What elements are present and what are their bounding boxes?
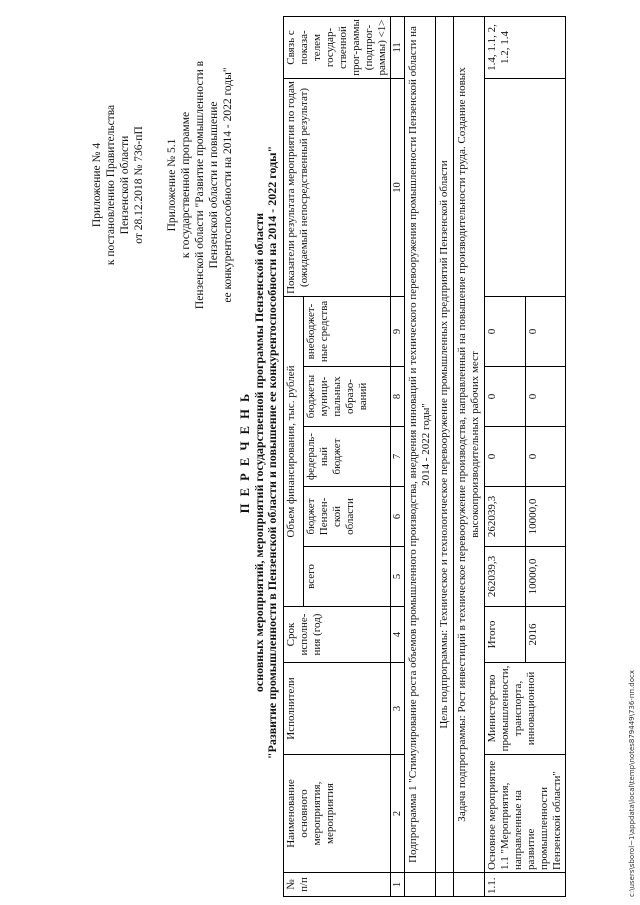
header-total: всего bbox=[304, 547, 391, 607]
approval-line: Пензенской области и повышение bbox=[208, 101, 220, 269]
column-number: 1 bbox=[391, 873, 405, 897]
row-offbudget: 0 bbox=[485, 296, 526, 366]
column-number: 7 bbox=[391, 427, 405, 487]
row-links: 1.4, 1.1, 2, 1.2, 1.4 bbox=[485, 16, 566, 78]
column-number: 6 bbox=[391, 487, 405, 547]
row-municipal: 0 bbox=[525, 367, 566, 427]
document-title: П Е Р Е Ч Е Н Ь bbox=[238, 391, 252, 514]
column-number: 9 bbox=[391, 296, 405, 366]
header-federal-budget: федераль-ный бюджет bbox=[304, 427, 391, 487]
row-federal: 0 bbox=[525, 427, 566, 487]
subprogram-row bbox=[405, 16, 436, 896]
row-federal: 0 bbox=[485, 427, 526, 487]
task-row bbox=[454, 16, 485, 896]
subprogram-task: Задача подпрограммы: Рост инвестиций в техническое перевооружение производства, направленный на повышение производительности труда. Создание новых высокопроизводительных рабочих мест bbox=[454, 16, 485, 872]
approval-line: к постановлению Правительства bbox=[105, 104, 117, 266]
row-executor: Министерство промышленности, транспорта, инновационной bbox=[485, 663, 566, 755]
column-number: 10 bbox=[391, 78, 405, 296]
row-regional: 10000,0 bbox=[525, 487, 566, 547]
column-number: 4 bbox=[391, 607, 405, 663]
approval-line: от 28.12.2018 № 736-пП bbox=[133, 126, 145, 244]
column-number: 8 bbox=[391, 367, 405, 427]
document-subtitle: основных мероприятий, мероприятий государственной программы Пензенской области bbox=[252, 212, 266, 693]
column-number: 11 bbox=[391, 16, 405, 78]
column-number-row bbox=[391, 16, 405, 896]
header-regional-budget: бюджет Пензен-ской области bbox=[304, 487, 391, 547]
approval-line: ее конкурентоспособности на 2014 - 2022 годы" bbox=[222, 67, 234, 303]
goal-row bbox=[436, 16, 454, 896]
header-municipal-budget: бюджеты муници-пальных образо-ваний bbox=[304, 367, 391, 427]
row-total: 262039,3 bbox=[485, 547, 526, 607]
table-row bbox=[485, 16, 526, 896]
measures-table bbox=[283, 16, 566, 897]
subprogram-title: Подпрограмма 1 "Стимулирование роста объемов промышленного производства, внедрения инноваций и технического перевооружения промышленности Пензенской области на 2014 - 2022 годы" bbox=[405, 16, 436, 872]
header-offbudget: внебюджет-ные средства bbox=[304, 296, 391, 366]
approval-block-program bbox=[165, 5, 235, 365]
document-subtitle-program: "Развитие промышленности в Пензенской области и повышение ее конкурентоспособности на 2014 - 2022 годы" bbox=[265, 145, 279, 760]
header-num: № п/п bbox=[284, 873, 391, 897]
header-indicators: Показатели результата мероприятия по годам (ожидаемый непосредственный результат) bbox=[284, 78, 391, 296]
column-number: 5 bbox=[391, 547, 405, 607]
header-name: Наименование основного мероприятия, мероприятия bbox=[284, 755, 391, 873]
row-total: 10000,0 bbox=[525, 547, 566, 607]
header-executors: Исполнители bbox=[284, 663, 391, 755]
approval-line: Пензенской области "Развитие промышленности в bbox=[194, 60, 206, 310]
row-measure-name: Основное мероприятие 1.1 "Мероприятия, направленные на развитие промышленности Пензенской области" bbox=[485, 755, 566, 873]
approval-line: к государственной программе bbox=[180, 111, 192, 259]
row-municipal: 0 bbox=[485, 367, 526, 427]
subprogram-goal: Цель подпрограммы: Техническое и технологическое перевооружение промышленных предприятий Пензенской области bbox=[436, 16, 454, 872]
header-term: Срок исполне-ния (год) bbox=[284, 607, 391, 663]
measures-table-wrap bbox=[283, 17, 566, 897]
row-term: 2016 bbox=[525, 607, 566, 663]
row-indicators bbox=[485, 78, 566, 296]
approval-block-resolution bbox=[90, 5, 146, 365]
row-num: 1.1. bbox=[485, 873, 566, 897]
column-number: 2 bbox=[391, 755, 405, 873]
column-number: 3 bbox=[391, 663, 405, 755]
file-path-footer: c:\users\sborol~1\appdata\local\temp\notes879449\736-пп.docx bbox=[628, 670, 636, 897]
header-link: Связь с показа-телем государ-ственной прог-раммы (подпрог-раммы) <1> bbox=[284, 16, 391, 78]
approval-line: Пензенской области bbox=[119, 135, 131, 235]
approval-line: Приложение № 5.1 bbox=[166, 138, 178, 232]
row-regional: 262039,3 bbox=[485, 487, 526, 547]
row-term: Итого bbox=[485, 607, 526, 663]
approval-line: Приложение № 4 bbox=[91, 142, 103, 228]
row-offbudget: 0 bbox=[525, 296, 566, 366]
header-funding: Объем финансирования, тыс. рублей bbox=[284, 296, 304, 606]
